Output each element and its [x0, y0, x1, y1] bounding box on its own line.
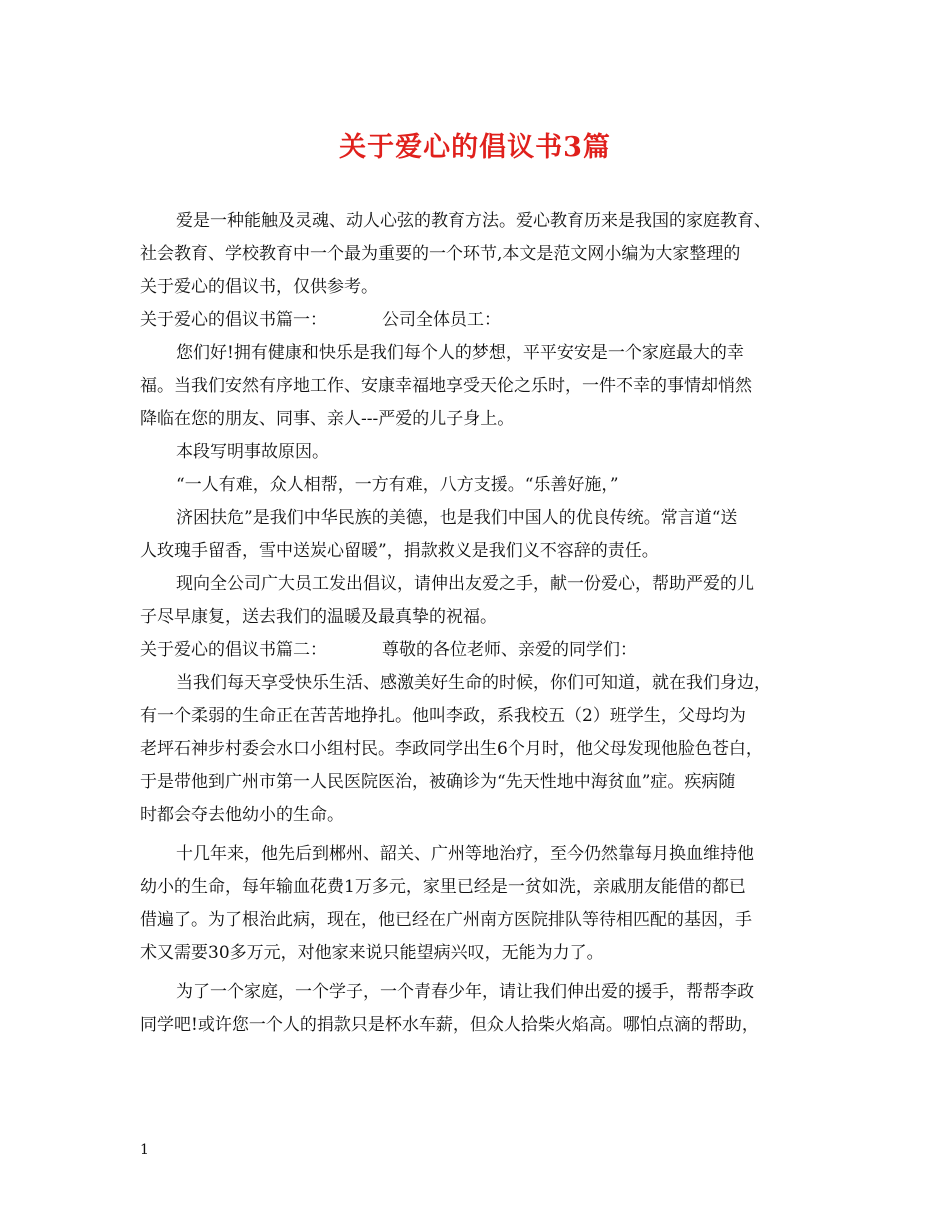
paragraph-line: 同学吧!或许您一个人的捐款只是杯水车薪，但众人拾柴火焰高。哪怕点滴的帮助， — [140, 1015, 759, 1035]
document-body — [140, 205, 825, 1042]
paragraph-line: 关于爱心的倡议书，仅供参考。 — [140, 277, 378, 297]
paragraph-line: 术又需要30多万元，对他家来说只能望病兴叹，无能为力了。 — [140, 943, 604, 963]
paragraph-line: 福。当我们安然有序地工作、安康幸福地享受天伦之乐时，一件不幸的事情却悄然 — [140, 376, 752, 396]
section-heading: 关于爱心的倡议书篇一： — [140, 310, 327, 330]
paragraph-line: 十几年来，他先后到郴州、韶关、广州等地治疗，至今仍然靠每月换血维持他 — [176, 844, 754, 864]
paragraph-line: 为了一个家庭，一个学子，一个青春少年，请让我们伸出爱的援手，帮帮李政 — [176, 982, 754, 1002]
section-heading-row — [140, 634, 825, 667]
paragraph-line: 人玫瑰手留香，雪中送炭心留暖”，捐款救义是我们义不容辞的责任。 — [140, 541, 659, 561]
paragraph-line: 有一个柔弱的生命正在苦苦地挣扎。他叫李政，系我校五（2）班学生，父母均为 — [140, 706, 746, 726]
paragraph-line: 本段写明事故原因。 — [176, 442, 329, 462]
paragraph-line: 当我们每天享受快乐生活、感激美好生命的时候，你们可知道，就在我们身边， — [176, 673, 771, 693]
paragraph-line: 老坪石神步村委会水口小组村民。李政同学出生6个月时，他父母发现他脸色苍白， — [140, 739, 763, 759]
paragraph-line: 幼小的生命，每年输血花费1万多元，家里已经是一贫如洗，亲戚朋友能借的都已 — [140, 877, 746, 897]
paragraph-line: 爱是一种能触及灵魂、动人心弦的教育方法。爱心教育历来是我国的家庭教育、 — [176, 211, 771, 231]
section-heading-row — [140, 304, 825, 337]
document-title: 关于爱心的倡议书3篇 — [339, 132, 611, 163]
paragraph-line: 降临在您的朋友、同事、亲人---严爱的儿子身上。 — [140, 409, 515, 429]
salutation: 公司全体员工： — [382, 310, 501, 330]
paragraph-line: 借遍了。为了根治此病，现在，他已经在广州南方医院排队等待相匹配的基因，手 — [140, 910, 752, 930]
paragraph-line: 子尽早康复，送去我们的温暖及最真挚的祝福。 — [140, 607, 497, 627]
paragraph-line: 现向全公司广大员工发出倡议，请伸出友爱之手，献一份爱心，帮助严爱的儿 — [176, 574, 754, 594]
paragraph-line: 于是带他到广州市第一人民医院医治，被确诊为“先天性地中海贫血”症。疾病随 — [140, 772, 736, 792]
paragraph-line: 济困扶危”是我们中华民族的美德，也是我们中国人的优良传统。常言道“送 — [176, 508, 738, 528]
paragraph-line: “一人有难，众人相帮，一方有难，八方支援。“乐善好施，” — [176, 475, 619, 495]
salutation: 尊敬的各位老师、亲爱的同学们： — [382, 640, 637, 660]
paragraph-line: 时都会夺去他幼小的生命。 — [140, 805, 344, 825]
paragraph-line: 您们好!拥有健康和快乐是我们每个人的梦想，平平安安是一个家庭最大的幸 — [176, 343, 744, 363]
page-number: 1 — [140, 1142, 149, 1158]
paragraph-line: 社会教育、学校教育中一个最为重要的一个环节,本文是范文网小编为大家整理的 — [140, 244, 741, 264]
section-heading: 关于爱心的倡议书篇二： — [140, 640, 327, 660]
